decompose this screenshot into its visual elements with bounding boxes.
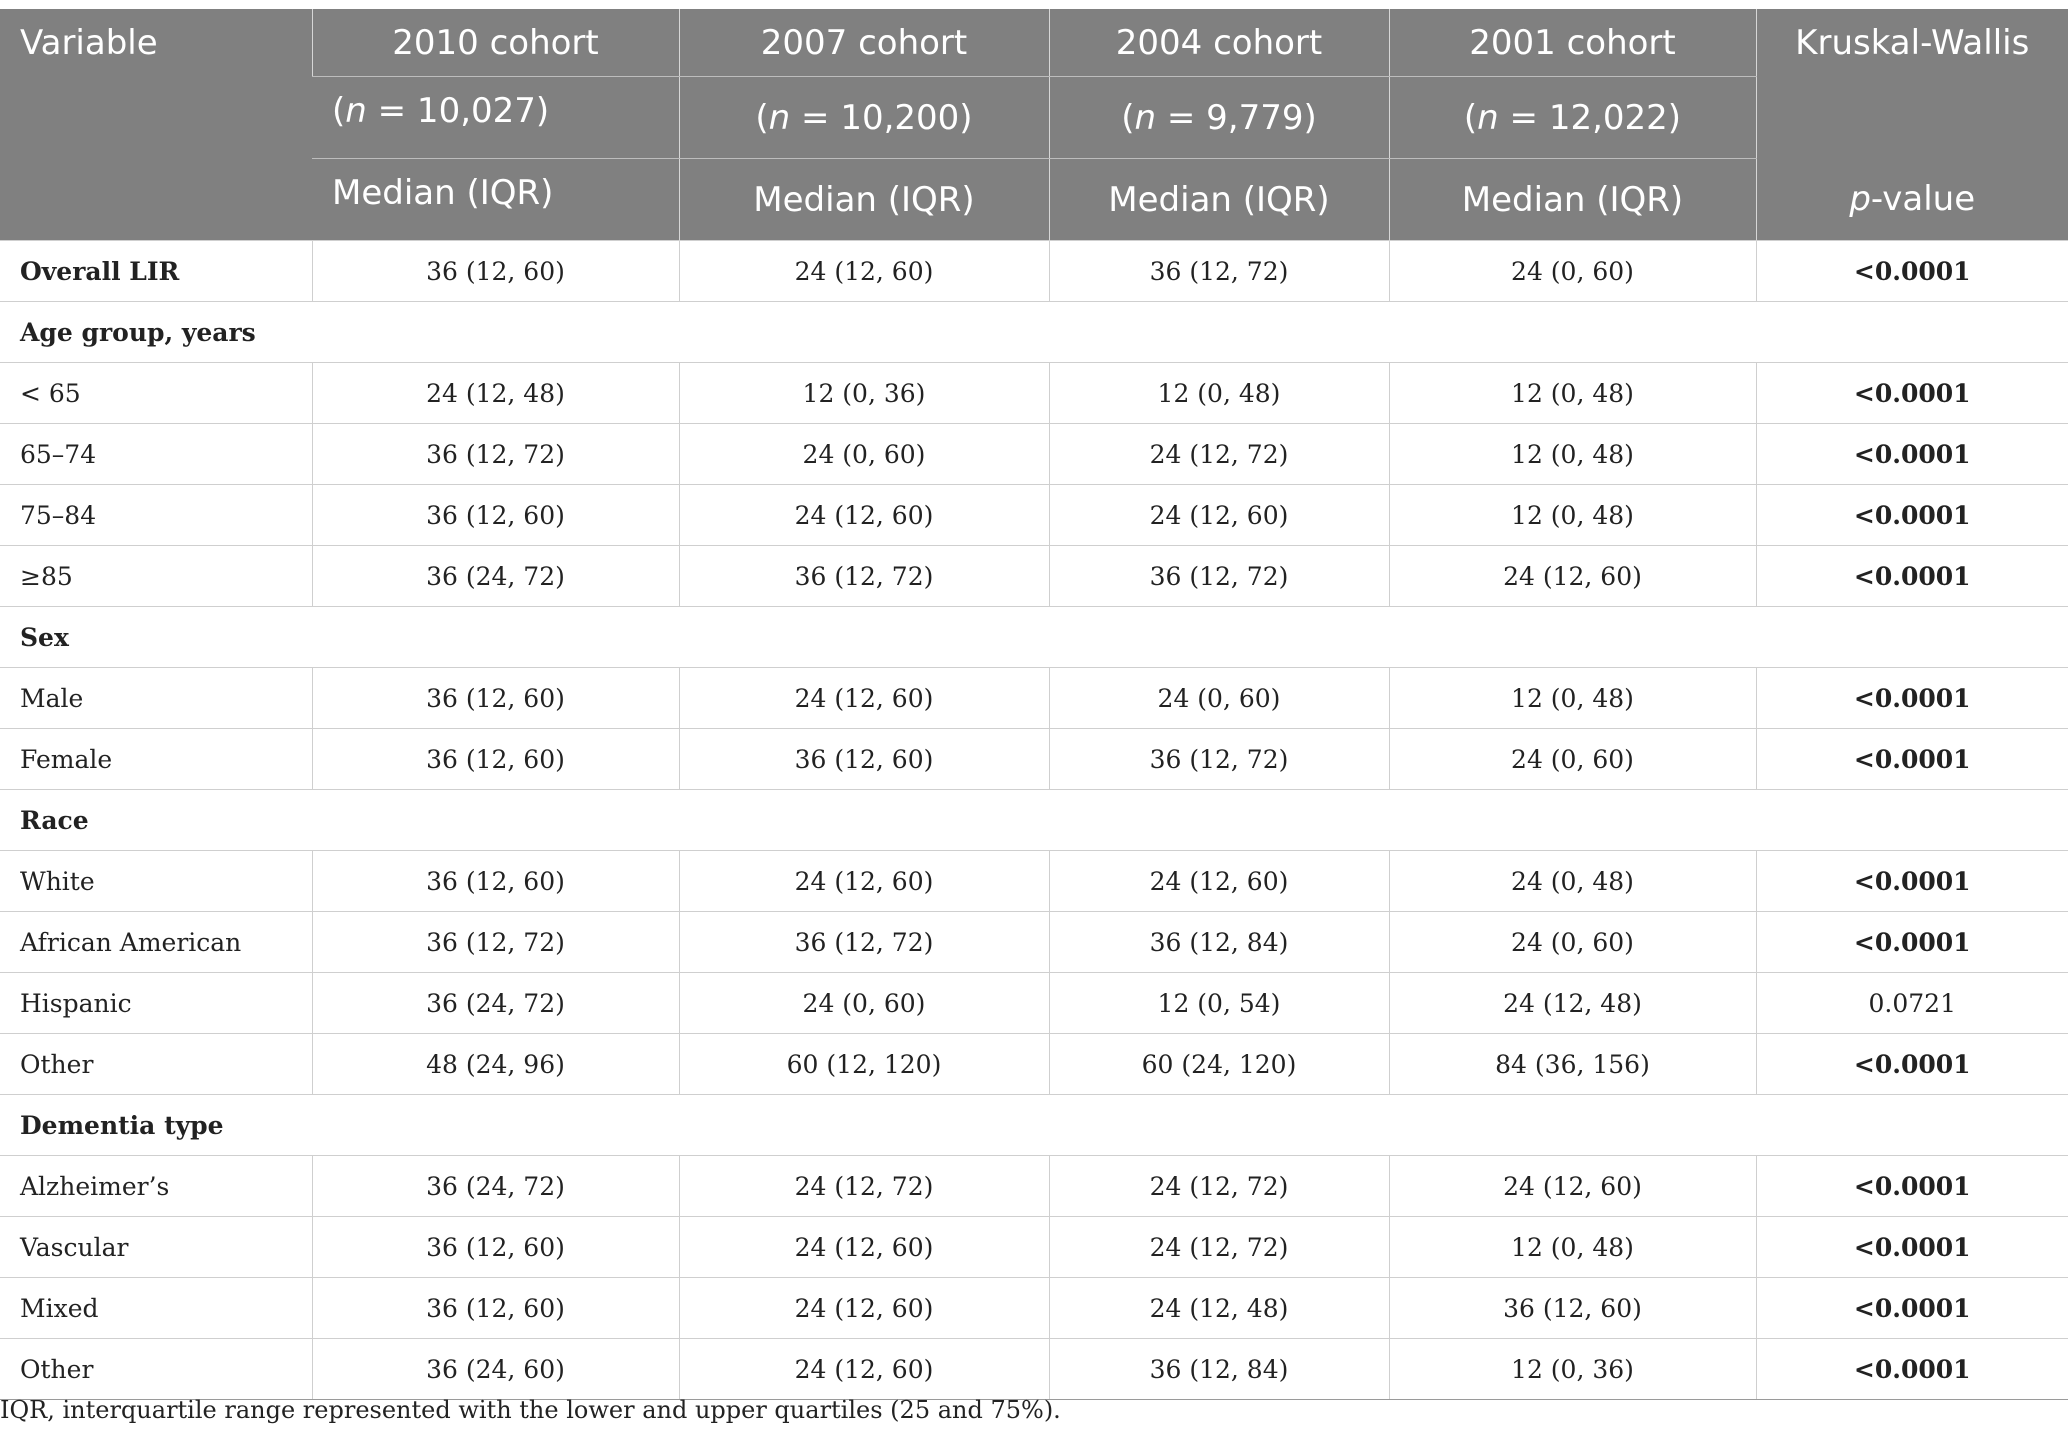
- median-iqr-cell: 24 (12, 72): [1049, 1217, 1389, 1278]
- median-iqr-cell: 36 (12, 72): [679, 546, 1049, 607]
- median-iqr-cell: 36 (12, 60): [1389, 1278, 1756, 1339]
- p-value-cell: <0.0001: [1756, 729, 2068, 790]
- table-header: [0, 9, 2068, 241]
- section-label: Dementia type: [0, 1095, 2068, 1156]
- median-iqr-cell: 36 (12, 60): [312, 729, 679, 790]
- median-iqr-cell: 60 (24, 120): [1049, 1034, 1389, 1095]
- kruskal-wallis-header: Kruskal-Wallis: [1756, 9, 2068, 77]
- row-label: Mixed: [0, 1278, 312, 1339]
- p-value-cell: <0.0001: [1756, 1339, 2068, 1400]
- median-iqr-cell: 36 (12, 60): [312, 485, 679, 546]
- median-iqr-cell: 36 (24, 72): [312, 973, 679, 1034]
- table-row: [0, 1156, 2068, 1217]
- p-value-cell: 0.0721: [1756, 973, 2068, 1034]
- median-iqr-cell: 36 (12, 60): [312, 1217, 679, 1278]
- median-iqr-cell: 36 (12, 60): [312, 241, 679, 302]
- median-iqr-cell: 12 (0, 48): [1389, 363, 1756, 424]
- median-iqr-cell: 36 (12, 72): [1049, 729, 1389, 790]
- section-label: Race: [0, 790, 2068, 851]
- p-value-cell: <0.0001: [1756, 1156, 2068, 1217]
- p-value-cell: <0.0001: [1756, 1278, 2068, 1339]
- median-iqr-cell: 24 (12, 60): [679, 1278, 1049, 1339]
- median-iqr-cell: 24 (12, 60): [1049, 485, 1389, 546]
- section-row: [0, 1095, 2068, 1156]
- median-iqr-cell: 24 (12, 60): [679, 1339, 1049, 1400]
- median-iqr-cell: 24 (12, 72): [1049, 424, 1389, 485]
- median-iqr-cell: 24 (12, 48): [312, 363, 679, 424]
- median-iqr-cell: 24 (12, 60): [1389, 546, 1756, 607]
- row-label: 65–74: [0, 424, 312, 485]
- table-row: [0, 973, 2068, 1034]
- table-row: [0, 485, 2068, 546]
- table-row: [0, 668, 2068, 729]
- section-row: [0, 790, 2068, 851]
- median-iqr-cell: 24 (0, 60): [679, 973, 1049, 1034]
- median-iqr-cell: 36 (24, 72): [312, 546, 679, 607]
- kruskal-wallis-blank: [1756, 77, 2068, 159]
- section-label: Age group, years: [0, 302, 2068, 363]
- cohort-2001-n: (n = 12,022): [1389, 77, 1756, 159]
- median-iqr-cell: 84 (36, 156): [1389, 1034, 1756, 1095]
- cohort-2001-stat: Median (IQR): [1389, 159, 1756, 241]
- table-row: [0, 1278, 2068, 1339]
- median-iqr-cell: 36 (12, 72): [312, 424, 679, 485]
- median-iqr-cell: 24 (12, 72): [1049, 1156, 1389, 1217]
- median-iqr-cell: 24 (12, 60): [679, 1217, 1049, 1278]
- median-iqr-cell: 36 (12, 60): [312, 668, 679, 729]
- median-iqr-cell: 12 (0, 48): [1389, 485, 1756, 546]
- median-iqr-cell: 24 (12, 60): [679, 851, 1049, 912]
- table-row: [0, 912, 2068, 973]
- median-iqr-cell: 12 (0, 48): [1389, 668, 1756, 729]
- median-iqr-cell: 24 (0, 60): [1049, 668, 1389, 729]
- median-iqr-cell: 36 (12, 84): [1049, 912, 1389, 973]
- median-iqr-cell: 24 (0, 60): [1389, 241, 1756, 302]
- table-row: [0, 363, 2068, 424]
- results-table: [0, 9, 2068, 1400]
- median-iqr-cell: 12 (0, 48): [1049, 363, 1389, 424]
- table-row: [0, 1034, 2068, 1095]
- median-iqr-cell: 36 (12, 84): [1049, 1339, 1389, 1400]
- row-label: Overall LIR: [0, 241, 312, 302]
- table-row: [0, 424, 2068, 485]
- section-row: [0, 302, 2068, 363]
- median-iqr-cell: 36 (12, 72): [1049, 546, 1389, 607]
- row-label: 75–84: [0, 485, 312, 546]
- median-iqr-cell: 12 (0, 36): [1389, 1339, 1756, 1400]
- median-iqr-cell: 12 (0, 48): [1389, 424, 1756, 485]
- cohort-2010-n: (n = 10,027): [312, 77, 679, 159]
- median-iqr-cell: 24 (12, 60): [1049, 851, 1389, 912]
- cohort-2007-stat: Median (IQR): [679, 159, 1049, 241]
- median-iqr-cell: 24 (12, 60): [1389, 1156, 1756, 1217]
- median-iqr-cell: 24 (0, 60): [1389, 912, 1756, 973]
- row-label: < 65: [0, 363, 312, 424]
- median-iqr-cell: 36 (12, 60): [679, 729, 1049, 790]
- row-label: Hispanic: [0, 973, 312, 1034]
- median-iqr-cell: 36 (24, 60): [312, 1339, 679, 1400]
- table-row: [0, 241, 2068, 302]
- table-row: [0, 546, 2068, 607]
- cohort-2004-stat: Median (IQR): [1049, 159, 1389, 241]
- cohort-2001-header: 2001 cohort: [1389, 9, 1756, 77]
- median-iqr-cell: 24 (12, 60): [679, 668, 1049, 729]
- p-value-cell: <0.0001: [1756, 241, 2068, 302]
- p-value-cell: <0.0001: [1756, 912, 2068, 973]
- median-iqr-cell: 24 (0, 48): [1389, 851, 1756, 912]
- p-value-cell: <0.0001: [1756, 1217, 2068, 1278]
- cohort-2004-header: 2004 cohort: [1049, 9, 1389, 77]
- median-iqr-cell: 36 (12, 60): [312, 1278, 679, 1339]
- row-label: White: [0, 851, 312, 912]
- median-iqr-cell: 12 (0, 48): [1389, 1217, 1756, 1278]
- median-iqr-cell: 24 (12, 60): [679, 241, 1049, 302]
- p-value-cell: <0.0001: [1756, 424, 2068, 485]
- median-iqr-cell: 24 (0, 60): [1389, 729, 1756, 790]
- p-value-cell: <0.0001: [1756, 668, 2068, 729]
- median-iqr-cell: 24 (12, 48): [1389, 973, 1756, 1034]
- row-label: Alzheimer’s: [0, 1156, 312, 1217]
- row-label: African American: [0, 912, 312, 973]
- row-label: ≥85: [0, 546, 312, 607]
- row-label: Vascular: [0, 1217, 312, 1278]
- table-body: [0, 241, 2068, 1400]
- cohort-2007-header: 2007 cohort: [679, 9, 1049, 77]
- median-iqr-cell: 36 (12, 72): [679, 912, 1049, 973]
- variable-header: Variable: [0, 9, 312, 241]
- table-row: [0, 851, 2068, 912]
- p-value-cell: <0.0001: [1756, 485, 2068, 546]
- row-label: Male: [0, 668, 312, 729]
- row-label: Other: [0, 1339, 312, 1400]
- median-iqr-cell: 60 (12, 120): [679, 1034, 1049, 1095]
- median-iqr-cell: 12 (0, 36): [679, 363, 1049, 424]
- median-iqr-cell: 12 (0, 54): [1049, 973, 1389, 1034]
- median-iqr-cell: 24 (12, 48): [1049, 1278, 1389, 1339]
- cohort-2010-header: 2010 cohort: [312, 9, 679, 77]
- median-iqr-cell: 36 (12, 72): [1049, 241, 1389, 302]
- median-iqr-cell: 36 (12, 60): [312, 851, 679, 912]
- p-value-cell: <0.0001: [1756, 1034, 2068, 1095]
- p-value-cell: <0.0001: [1756, 363, 2068, 424]
- row-label: Other: [0, 1034, 312, 1095]
- table-footnote: IQR, interquartile range represented with the lower and upper quartiles (25 and 75%).: [0, 1396, 1061, 1424]
- median-iqr-cell: 36 (24, 72): [312, 1156, 679, 1217]
- table-row: [0, 1217, 2068, 1278]
- p-value-header: p-value: [1756, 159, 2068, 241]
- cohort-2007-n: (n = 10,200): [679, 77, 1049, 159]
- cohort-2004-n: (n = 9,779): [1049, 77, 1389, 159]
- section-label: Sex: [0, 607, 2068, 668]
- p-value-cell: <0.0001: [1756, 546, 2068, 607]
- median-iqr-cell: 24 (0, 60): [679, 424, 1049, 485]
- median-iqr-cell: 36 (12, 72): [312, 912, 679, 973]
- median-iqr-cell: 48 (24, 96): [312, 1034, 679, 1095]
- p-value-cell: <0.0001: [1756, 851, 2068, 912]
- median-iqr-cell: 24 (12, 60): [679, 485, 1049, 546]
- row-label: Female: [0, 729, 312, 790]
- table-row: [0, 729, 2068, 790]
- table-row: [0, 1339, 2068, 1400]
- cohort-2010-stat: Median (IQR): [312, 159, 679, 241]
- median-iqr-cell: 24 (12, 72): [679, 1156, 1049, 1217]
- section-row: [0, 607, 2068, 668]
